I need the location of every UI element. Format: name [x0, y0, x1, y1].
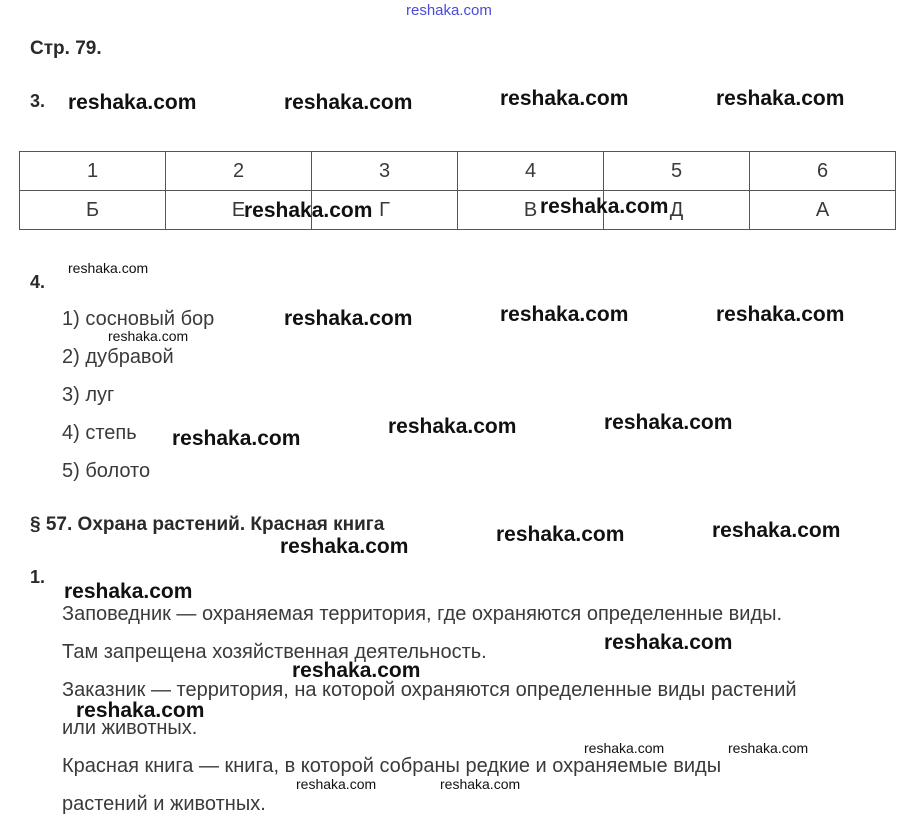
watermark-small: reshaka.com [584, 740, 665, 756]
table-cell: Г [312, 191, 458, 230]
watermark: reshaka.com [76, 699, 205, 722]
table-header-row [20, 152, 896, 191]
table-answer-row [20, 191, 896, 230]
table-cell: Д [604, 191, 750, 230]
watermark: reshaka.com [388, 415, 517, 438]
table-cell: 3 [312, 152, 458, 191]
list-item: 2) дубравой [62, 346, 174, 368]
table-cell: 4 [458, 152, 604, 191]
section-title: § 57. Охрана растений. Красная книга [30, 514, 385, 535]
table-cell: Б [20, 191, 166, 230]
watermark: reshaka.com [540, 195, 669, 218]
table-cell: Е [166, 191, 312, 230]
watermark: reshaka.com [172, 427, 301, 450]
watermark-small: reshaka.com [296, 776, 377, 792]
task-4-number: 4. [30, 272, 46, 292]
watermark: reshaka.com [712, 519, 841, 542]
watermark: reshaka.com [292, 659, 421, 682]
watermark: reshaka.com [496, 523, 625, 546]
task-1-number: 1. [30, 567, 46, 587]
watermark-small: reshaka.com [108, 328, 189, 344]
watermark: reshaka.com [280, 535, 409, 558]
page-heading: Стр. 79. [30, 38, 102, 59]
table-cell: В [458, 191, 604, 230]
watermark-small: reshaka.com [728, 740, 809, 756]
list-item: 5) болото [62, 460, 151, 482]
list-item: 1) сосновый бор [62, 308, 215, 330]
answers-table [19, 151, 896, 230]
watermark: reshaka.com [716, 87, 845, 110]
list-item: 3) луг [62, 384, 115, 406]
watermark: reshaka.com [604, 411, 733, 434]
paragraph-line: растений и животных. [62, 793, 266, 815]
watermark: reshaka.com [716, 303, 845, 326]
paragraph-line: Красная книга — книга, в которой собраны редкие и охраняемые виды [62, 755, 722, 777]
table-cell: 6 [750, 152, 896, 191]
watermark: reshaka.com [244, 199, 373, 222]
table-cell: 2 [166, 152, 312, 191]
watermark: reshaka.com [68, 91, 197, 114]
paragraph-line: или животных. [62, 717, 198, 739]
watermark-small: reshaka.com [440, 776, 521, 792]
top-watermark: reshaka.com [406, 2, 492, 19]
list-item: 4) степь [62, 422, 137, 444]
watermark-small: reshaka.com [68, 260, 149, 276]
watermark: reshaka.com [500, 87, 629, 110]
table-cell: 5 [604, 152, 750, 191]
watermark: reshaka.com [64, 580, 193, 603]
watermark: reshaka.com [284, 307, 413, 330]
task-3-number: 3. [30, 91, 46, 111]
watermark: reshaka.com [284, 91, 413, 114]
table-cell: 1 [20, 152, 166, 191]
paragraph-line: Заповедник — охраняемая территория, где охраняются определенные виды. [62, 603, 783, 625]
paragraph-line: Там запрещена хозяйственная деятельность. [62, 641, 487, 663]
paragraph-line: Заказник — территория, на которой охраняются определенные виды растений [62, 679, 797, 701]
watermark: reshaka.com [500, 303, 629, 326]
table-cell: А [750, 191, 896, 230]
watermark: reshaka.com [604, 631, 733, 654]
